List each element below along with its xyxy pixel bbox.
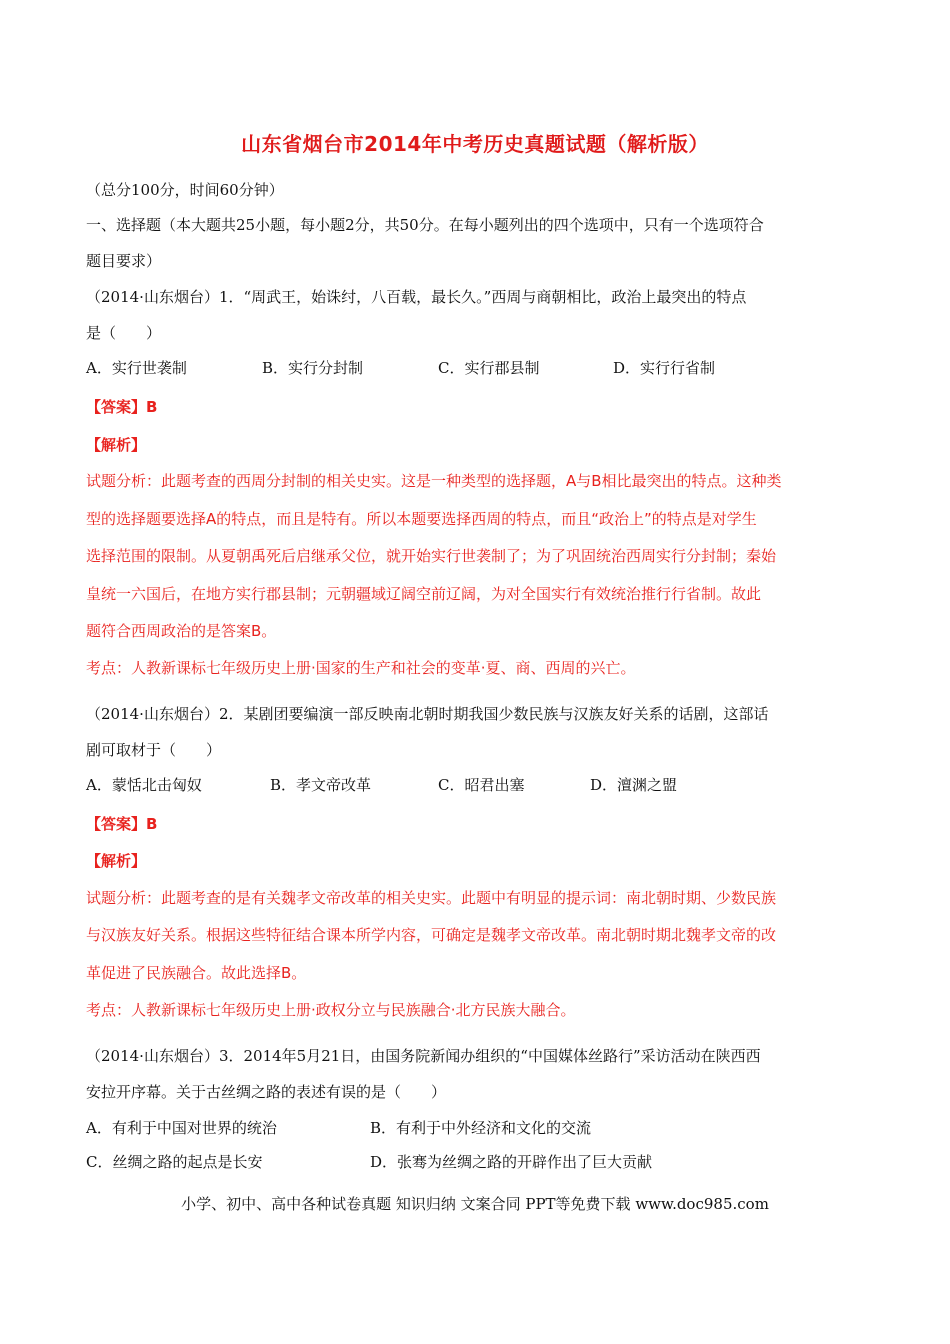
question-2-option-a: A．蒙恬北击匈奴	[86, 776, 202, 794]
question-1-analysis-line: 皇统一六国后，在地方实行郡县制；元朝疆域辽阔空前辽阔，为对全国实行有效统治推行行省制。故此	[86, 585, 762, 603]
question-1-option-a: A．实行世袭制	[86, 359, 187, 377]
question-1-answer: 【答案】B	[86, 398, 158, 416]
page-footer: 小学、初中、高中各种试卷真题 知识归纳 文案合同 PPT等免费下载 www.doc985.com	[181, 1195, 769, 1213]
question-2-option-b: B．孝文帝改革	[270, 776, 372, 794]
question-2-analysis-label: 【解析】	[86, 852, 147, 870]
question-1-analysis-line: 试题分析：此题考查的西周分封制的相关史实。这是一种类型的选择题，A与B相比最突出的特点。这种类	[86, 472, 782, 490]
question-1-analysis-line: 型的选择题要选择A的特点，而且是特有。所以本题要选择西周的特点，而且“政治上”的特点是对学生	[86, 510, 757, 528]
question-2-option-d: D．澶渊之盟	[590, 776, 678, 794]
question-3-stem-line1: （2014·山东烟台）3．2014年5月21日，由国务院新闻办组织的“中国媒体丝路行”采访活动在陕西西	[86, 1047, 761, 1065]
question-3-option-c: C．丝绸之路的起点是长安	[86, 1153, 263, 1171]
question-1-option-d: D．实行行省制	[613, 359, 716, 377]
exam-meta: （总分100分，时间60分钟）	[86, 181, 284, 199]
question-1-analysis-line: 选择范围的限制。从夏朝禹死后启继承父位，就开始实行世袭制了；为了巩固统治西周实行分封制；秦始	[86, 547, 777, 565]
question-2-option-c: C．昭君出塞	[438, 776, 525, 794]
question-2-stem-line1: （2014·山东烟台）2．某剧团要编演一部反映南北朝时期我国少数民族与汉族友好关系的话剧，这部话	[86, 705, 769, 723]
question-2-answer: 【答案】B	[86, 815, 158, 833]
question-1-analysis-label: 【解析】	[86, 436, 147, 454]
question-2-analysis-line: 革促进了民族融合。故此选择B。	[86, 964, 307, 982]
question-2-kaodian: 考点：人教新课标七年级历史上册·政权分立与民族融合·北方民族大融合。	[86, 1001, 576, 1019]
question-3-option-a: A．有利于中国对世界的统治	[86, 1119, 277, 1137]
document-title: 山东省烟台市2014年中考历史真题试题（解析版）	[241, 132, 709, 156]
question-3-option-d: D．张骞为丝绸之路的开辟作出了巨大贡献	[370, 1153, 653, 1171]
question-2-analysis-line: 与汉族友好关系。根据这些特征结合课本所学内容，可确定是魏孝文帝改革。南北朝时期北魏孝文帝的改	[86, 926, 777, 944]
question-1-option-b: B．实行分封制	[262, 359, 364, 377]
question-2-analysis-line: 试题分析：此题考查的是有关魏孝文帝改革的相关史实。此题中有明显的提示词：南北朝时期、少数民族	[86, 889, 777, 907]
question-1-kaodian: 考点：人教新课标七年级历史上册·国家的生产和社会的变革·夏、商、西周的兴亡。	[86, 659, 636, 677]
question-2-stem-line2: 剧可取材于（ ）	[86, 741, 222, 759]
section-heading-line1: 一、选择题（本大题共25小题，每小题2分，共50分。在每小题列出的四个选项中，只有一个选项符合	[86, 216, 764, 234]
question-1-analysis-line: 题符合西周政治的是答案B。	[86, 622, 277, 640]
question-1-stem-line1: （2014·山东烟台）1．“周武王，始诛纣，八百载，最长久。”西周与商朝相比，政治上最突出的特点	[86, 288, 747, 306]
section-heading-line2: 题目要求）	[86, 252, 162, 270]
question-3-stem-line2: 安拉开序幕。关于古丝绸之路的表述有误的是（ ）	[86, 1083, 447, 1101]
question-1-option-c: C．实行郡县制	[438, 359, 540, 377]
question-3-option-b: B．有利于中外经济和文化的交流	[370, 1119, 592, 1137]
question-1-stem-line2: 是（ ）	[86, 324, 162, 342]
